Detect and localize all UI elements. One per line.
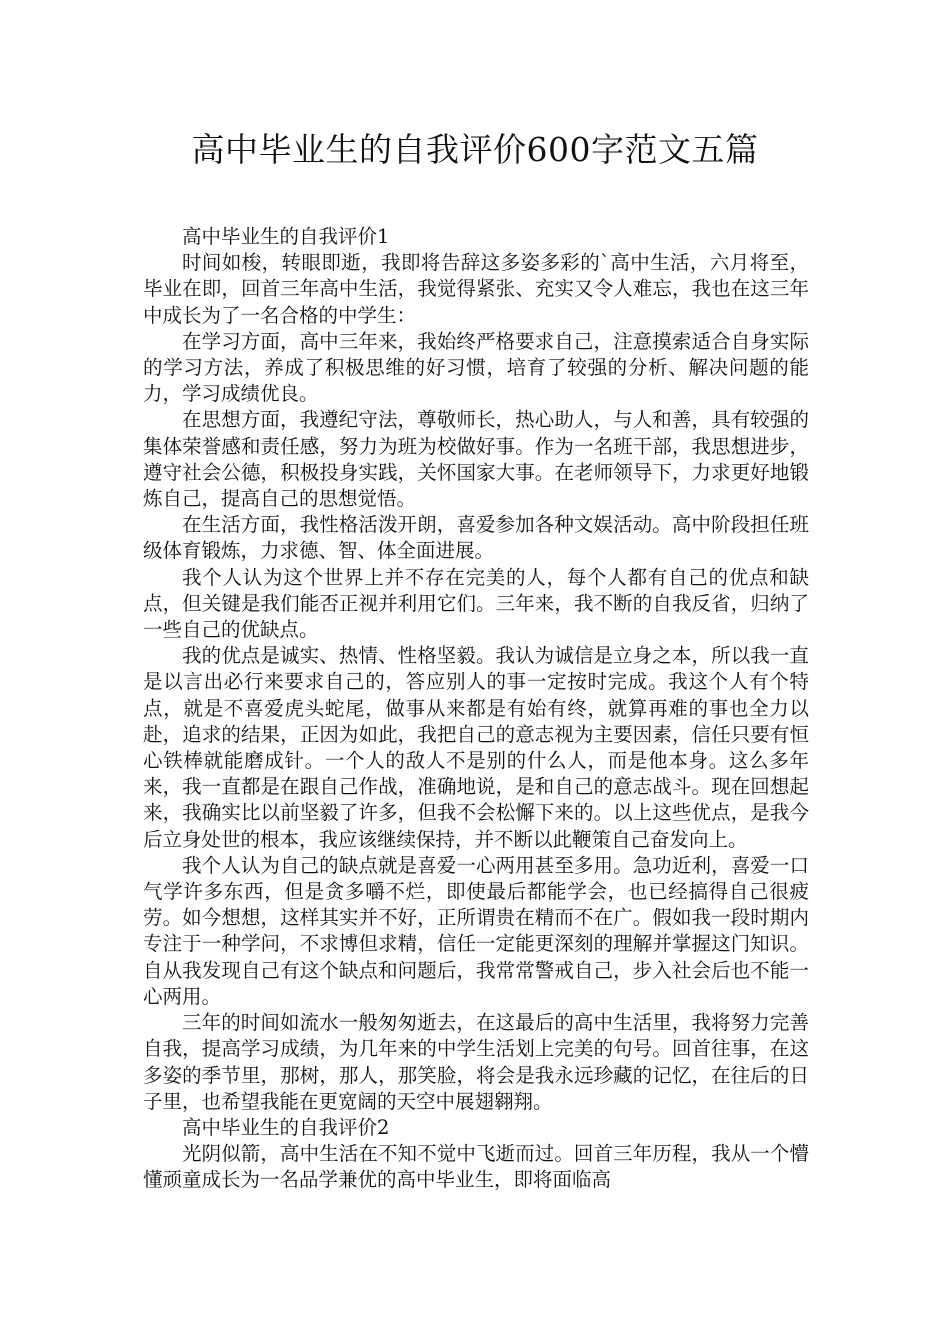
paragraph: 在生活方面，我性格活泼开朗，喜爱参加各种文娱活动。高中阶段担任班级体育锻炼，力求德、智、体全面进展。 — [143, 513, 809, 563]
paragraph: 我个人认为这个世界上并不存在完美的人，每个人都有自己的优点和缺点，但关键是我们能否正视并利用它们。三年来，我不断的自我反省，归纳了一些自己的优缺点。 — [143, 565, 809, 642]
section-heading-2: 高中毕业生的自我评价2 — [182, 1115, 390, 1139]
paragraph: 时间如梭，转眼即逝，我即将告辞这多姿多彩的`高中生活，六月将至，毕业在即，回首三年高中生活，我觉得紧张、充实又令人难忘，我也在这三年中成长为了一名合格的中学生： — [143, 251, 809, 327]
paragraph: 在思想方面，我遵纪守法，尊敬师长，热心助人，与人和善，具有较强的集体荣誉感和责任感，努力为班为校做好事。作为一名班干部，我思想进步，遵守社会公德，积极投身实践，关怀国家大事。在老师领导下，力求更好地锻炼自己，提高自己的思想觉悟。 — [143, 408, 809, 511]
document-body — [143, 224, 809, 1194]
paragraph: 我个人认为自己的缺点就是喜爱一心两用甚至多用。急功近利，喜爱一口气学许多东西，但是贪多嚼不烂，即使最后都能学会，也已经搞得自己很疲劳。如今想想，这样其实并不好，正所谓贵在精而不在广。假如我一段时期内专注于一种学问，不求博但求精，信任一定能更深刻的理解并掌握这门知识。自从我发现自己有这个缺点和问题后，我常常警戒自己，步入社会后也不能一心两用。 — [143, 853, 809, 1008]
paragraph: 三年的时间如流水一般匆匆逝去，在这最后的高中生活里，我将努力完善自我，提高学习成绩，为几年来的中学生活划上完美的句号。回首往事，在这多姿的季节里，那树，那人，那笑脸，将会是我永远珍藏的记忆，在往后的日子里，也希望我能在更宽阔的天空中展翅翱翔。 — [143, 1011, 809, 1113]
paragraph: 我的优点是诚实、热情、性格坚毅。我认为诚信是立身之本，所以我一直是以言出必行来要求自己的，答应别人的事一定按时完成。我这个人有个特点，就是不喜爱虎头蛇尾，做事从来都是有始有终，就算再难的事也全力以赴，追求的结果，正因为如此，我把自己的意志视为主要因素，信任只要有恒心铁棒就能磨成针。一个人的敌人不是别的什么人，而是他本身。这么多年来，我一直都是在跟自己作战，准确地说，是和自己的意志战斗。现在回想起来，我确实比以前坚毅了许多，但我不会松懈下来的。以上这些优点，是我今后立身处世的根本，我应该继续保持，并不断以此鞭策自己奋发向上。 — [143, 644, 809, 851]
document-title: 高中毕业生的自我评价600字范文五篇 — [191, 130, 759, 169]
paragraph: 在学习方面，高中三年来，我始终严格要求自己，注意摸索适合自身实际的学习方法，养成了积极思维的好习惯，培育了较强的分析、解决问题的能力，学习成绩优良。 — [143, 329, 809, 406]
paragraph: 光阴似箭，高中生活在不知不觉中飞逝而过。回首三年历程，我从一个懵懂顽童成长为一名品学兼优的高中毕业生，即将面临高 — [143, 1142, 809, 1192]
section-heading-1: 高中毕业生的自我评价1 — [182, 225, 390, 248]
